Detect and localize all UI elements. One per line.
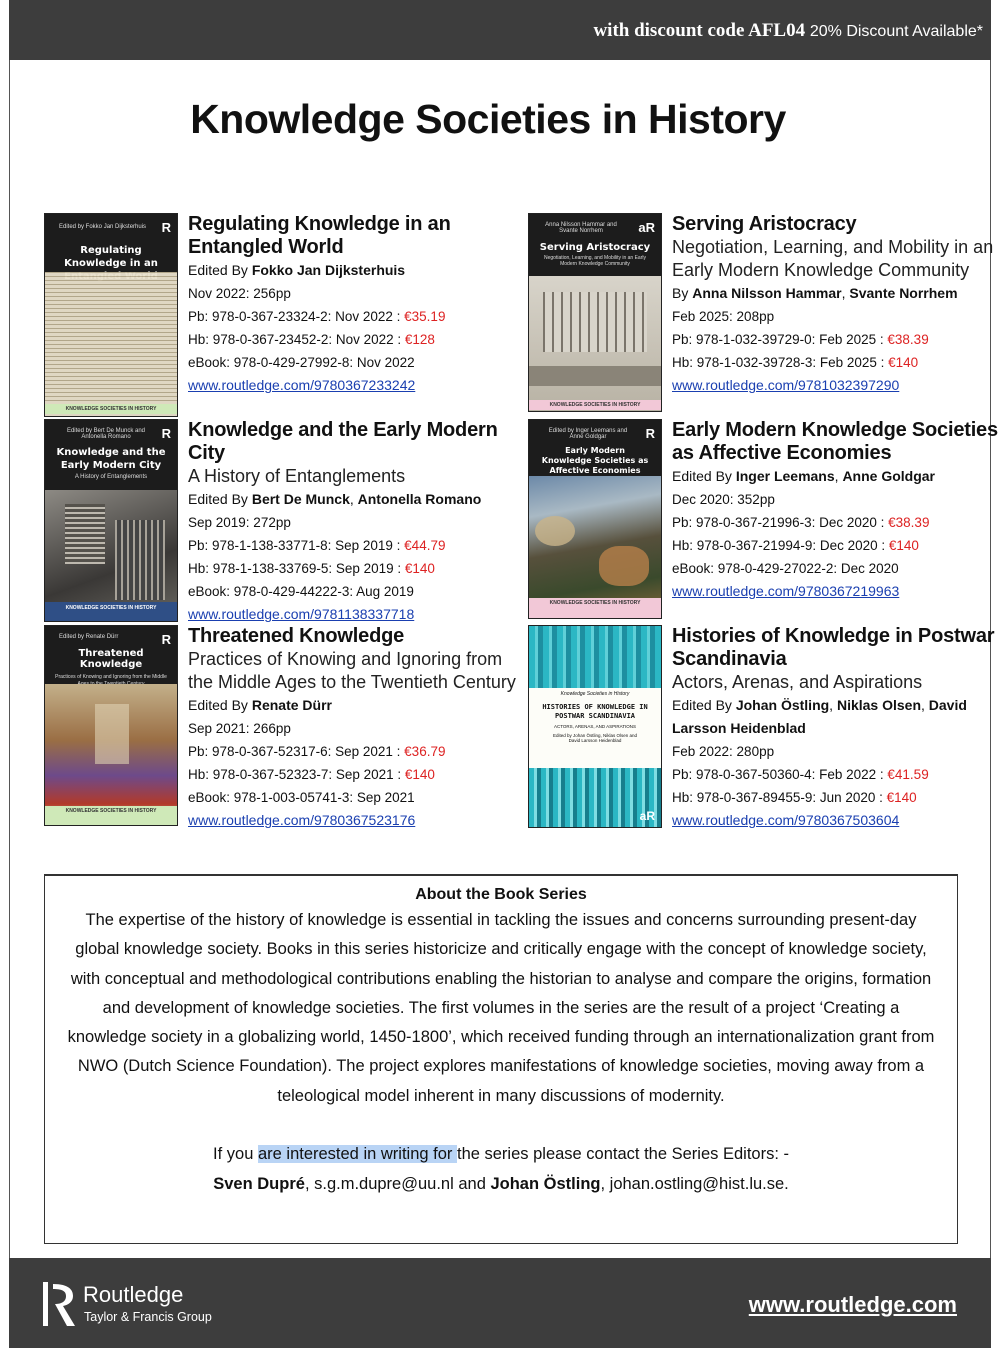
promo-text [593,20,983,42]
book-hb: Hb: 978-1-032-39728-3: Feb 2025 : €140 [672,355,919,370]
footer-bar [9,1258,991,1348]
cover-pattern-top [529,626,661,688]
book-subtitle: Negotiation, Learning, and Mobility in an Early Modern Knowledge Community [672,237,994,280]
cover-editor: Anna Nilsson Hammar and Svante Norrhem [545,222,617,234]
cover-title: Regulating Knowledge in an [64,245,158,269]
footer-tagline: Taylor & Francis Group [84,1310,212,1324]
book-link[interactable]: www.routledge.com/9780367523176 [188,812,416,828]
cover-painting-image [45,684,177,825]
book-date-pages: Nov 2022: 256pp [188,286,291,301]
cover-editor: Edited by Fokko Jan Dijksterhuis [59,224,147,230]
about-series-box [44,874,958,1244]
cover-series: KNOWLEDGE SOCIETIES IN HISTORY [45,806,177,826]
book-link[interactable]: www.routledge.com/9780367503604 [672,812,900,828]
routledge-logo-icon: aR [639,809,655,823]
cover-title: Early Modern Knowledge Societies as Affective Economies [541,446,649,475]
cover-manuscript-image [45,272,177,416]
cover-engraving-image [529,276,661,411]
book-subtitle: Actors, Arenas, and Aspirations [672,672,923,692]
book-editors: Edited By Bert De Munck, Antonella Romano [188,491,482,507]
cover-title-panel [529,688,661,768]
book-title[interactable]: Early Modern Knowledge Societies as Affective Economies [672,419,998,464]
book-pb: Pb: 978-0-367-21996-3: Dec 2020 : €38.39 [672,515,930,530]
routledge-logo-icon: aR [638,220,655,235]
cover-editor: Edited by Renate Dürr [59,634,119,640]
book-cover[interactable] [44,625,178,826]
cover-editor: Edited by Bert De Munck and Antonella Romano [66,428,146,440]
cover-title: Knowledge and the Early Modern City [56,447,166,471]
book-date-pages: Feb 2022: 280pp [672,744,775,759]
book-cover[interactable] [528,419,662,619]
book-editors: Edited By Fokko Jan Dijksterhuis [188,262,406,278]
book-pb: Pb: 978-1-032-39729-0: Feb 2025 : €38.39 [672,332,929,347]
book-ebook: eBook: 978-1-003-05741-3: Sep 2021 [188,790,415,805]
cover-subtitle: Practices of Knowing and Ignoring from the Middle [55,674,167,680]
cover-series: Knowledge Societies in History [560,691,630,697]
book-cover[interactable] [44,213,178,417]
cover-title: Serving Aristocracy [539,242,651,253]
book-pb: Pb: 978-0-367-23324-2: Nov 2022 : €35.19 [188,309,446,324]
highlighted-text: are interested in writing for [257,1145,457,1164]
cover-editor: Edited by Johan Östling, Niklas Olsen and David Larsson Heidenblad [552,733,638,743]
footer-brand: Routledge [83,1282,184,1307]
cover-subtitle: Negotiation, Learning, and Mobility in an Early Modern Knowledge Community [543,255,646,267]
contact-text [45,1139,957,1199]
cover-editor: Edited by Inger Leemans and Anne Goldgar [548,428,628,440]
book-pb: Pb: 978-0-367-52317-6: Sep 2021 : €36.79 [188,744,446,759]
cover-series: KNOWLEDGE SOCIETIES IN HISTORY [529,598,661,618]
about-heading: About the Book Series [415,886,587,903]
book-cover[interactable] [528,625,662,828]
book-info [672,213,1000,396]
book-ebook: eBook: 978-0-429-44222-3: Aug 2019 [188,584,414,599]
book-editors: Edited By Inger Leemans, Anne Goldgar [672,468,935,484]
book-date-pages: Feb 2025: 208pp [672,309,775,324]
book-link[interactable]: www.routledge.com/9781032397290 [672,377,900,393]
page-title: Knowledge Societies in History [190,96,786,142]
book-hb: Hb: 978-0-367-89455-9: Jun 2020 : €140 [672,790,917,805]
book-title[interactable]: Serving Aristocracy [672,213,857,235]
book-date-pages: Sep 2021: 266pp [188,721,291,736]
routledge-logo-icon [43,1280,77,1328]
about-text: The expertise of the history of knowledge is essential in tackling the issues and concerns surrounding present-day global knowledge society. Books in this series historicize and critically engage with the concept of knowledge society, with conceptual and methodological contributions enabling the historian to analyse and compare the origins, formation and development of knowledge societies. The first volumes in the series are the result of a project ‘Creating a knowledge society in a globalizing world, 1450-1800’, which received funding through an internationalization grant from NWO (Dutch Science Foundation). The project explores manifestations of knowledge societies, moving away from a teleological model inherent in many discussions of modernity. [67,911,935,1105]
editors-line: Sven Dupré, s.g.m.dupre@uu.nl and Johan Östling, johan.ostling@hist.lu.se. [213,1175,789,1194]
book-date-pages: Dec 2020: 352pp [672,492,775,507]
cover-painting-image [529,476,661,618]
cover-title: HISTORIES OF KNOWLEDGE IN POSTWAR SCANDINAVIA [542,703,648,720]
book-ebook: eBook: 978-0-429-27022-2: Dec 2020 [672,561,899,576]
cover-series: KNOWLEDGE SOCIETIES IN HISTORY [529,400,661,410]
book-link[interactable]: www.routledge.com/9780367233242 [188,377,416,393]
book-editors: Edited By Renate Dürr [188,697,332,713]
discount-note: 20% Discount Available* [809,23,983,40]
cover-subtitle: A History of Entanglements [74,474,148,480]
book-ebook: eBook: 978-0-429-27992-8: Nov 2022 [188,355,415,370]
cover-series: KNOWLEDGE SOCIETIES IN HISTORY [45,602,177,622]
footer-website-link[interactable]: www.routledge.com [748,1292,957,1317]
book-subtitle: A History of Entanglements [188,466,406,486]
book-title[interactable]: Threatened Knowledge [188,625,405,647]
routledge-logo-icon: R [161,632,171,647]
book-hb: Hb: 978-0-367-21994-9: Dec 2020 : €140 [672,538,919,553]
book-pb: Pb: 978-0-367-50360-4: Feb 2022 : €41.59 [672,767,929,782]
routledge-logo-icon: R [161,426,171,441]
book-editors: Edited By Johan Östling, Niklas Olsen, David Larsson Heidenblad [672,697,967,736]
book-title[interactable]: Knowledge and the Early Modern City [188,419,498,464]
book-editors: By Anna Nilsson Hammar, Svante Norrhem [672,285,958,301]
book-info [188,419,508,625]
book-hb: Hb: 978-0-367-52323-7: Sep 2021 : €140 [188,767,435,782]
book-link[interactable]: www.routledge.com/9780367219963 [672,583,900,599]
routledge-logo-icon: R [161,220,171,235]
cover-title: Threatened Knowledge [78,648,144,670]
book-info [672,625,1000,831]
book-hb: Hb: 978-0-367-23452-2: Nov 2022 : €128 [188,332,435,347]
book-pb: Pb: 978-1-138-33771-8: Sep 2019 : €44.79 [188,538,446,553]
contact-line: If you are interested in writing for the series please contact the Series Editors: - [213,1145,789,1164]
book-cover[interactable] [44,419,178,622]
book-cover[interactable] [528,213,662,412]
book-info [188,625,518,831]
book-subtitle: Practices of Knowing and Ignoring from the Middle Ages to the Twentieth Century [188,649,516,692]
discount-code: with discount code AFL04 [593,20,806,41]
book-title[interactable]: Regulating Knowledge in an Entangled World [188,213,451,258]
book-link[interactable]: www.routledge.com/9781138337718 [188,606,415,622]
book-hb: Hb: 978-1-138-33769-5: Sep 2019 : €140 [188,561,435,576]
book-info [188,213,508,396]
promo-bar [9,0,991,60]
book-date-pages: Sep 2019: 272pp [188,515,291,530]
book-title[interactable]: Histories of Knowledge in Postwar Scandinavia [672,625,995,670]
book-info [672,419,1000,602]
cover-series: KNOWLEDGE SOCIETIES IN HISTORY [45,404,177,414]
cover-subtitle: ACTORS, ARENAS, AND ASPIRATIONS [553,724,637,729]
routledge-logo-icon: R [645,426,655,441]
